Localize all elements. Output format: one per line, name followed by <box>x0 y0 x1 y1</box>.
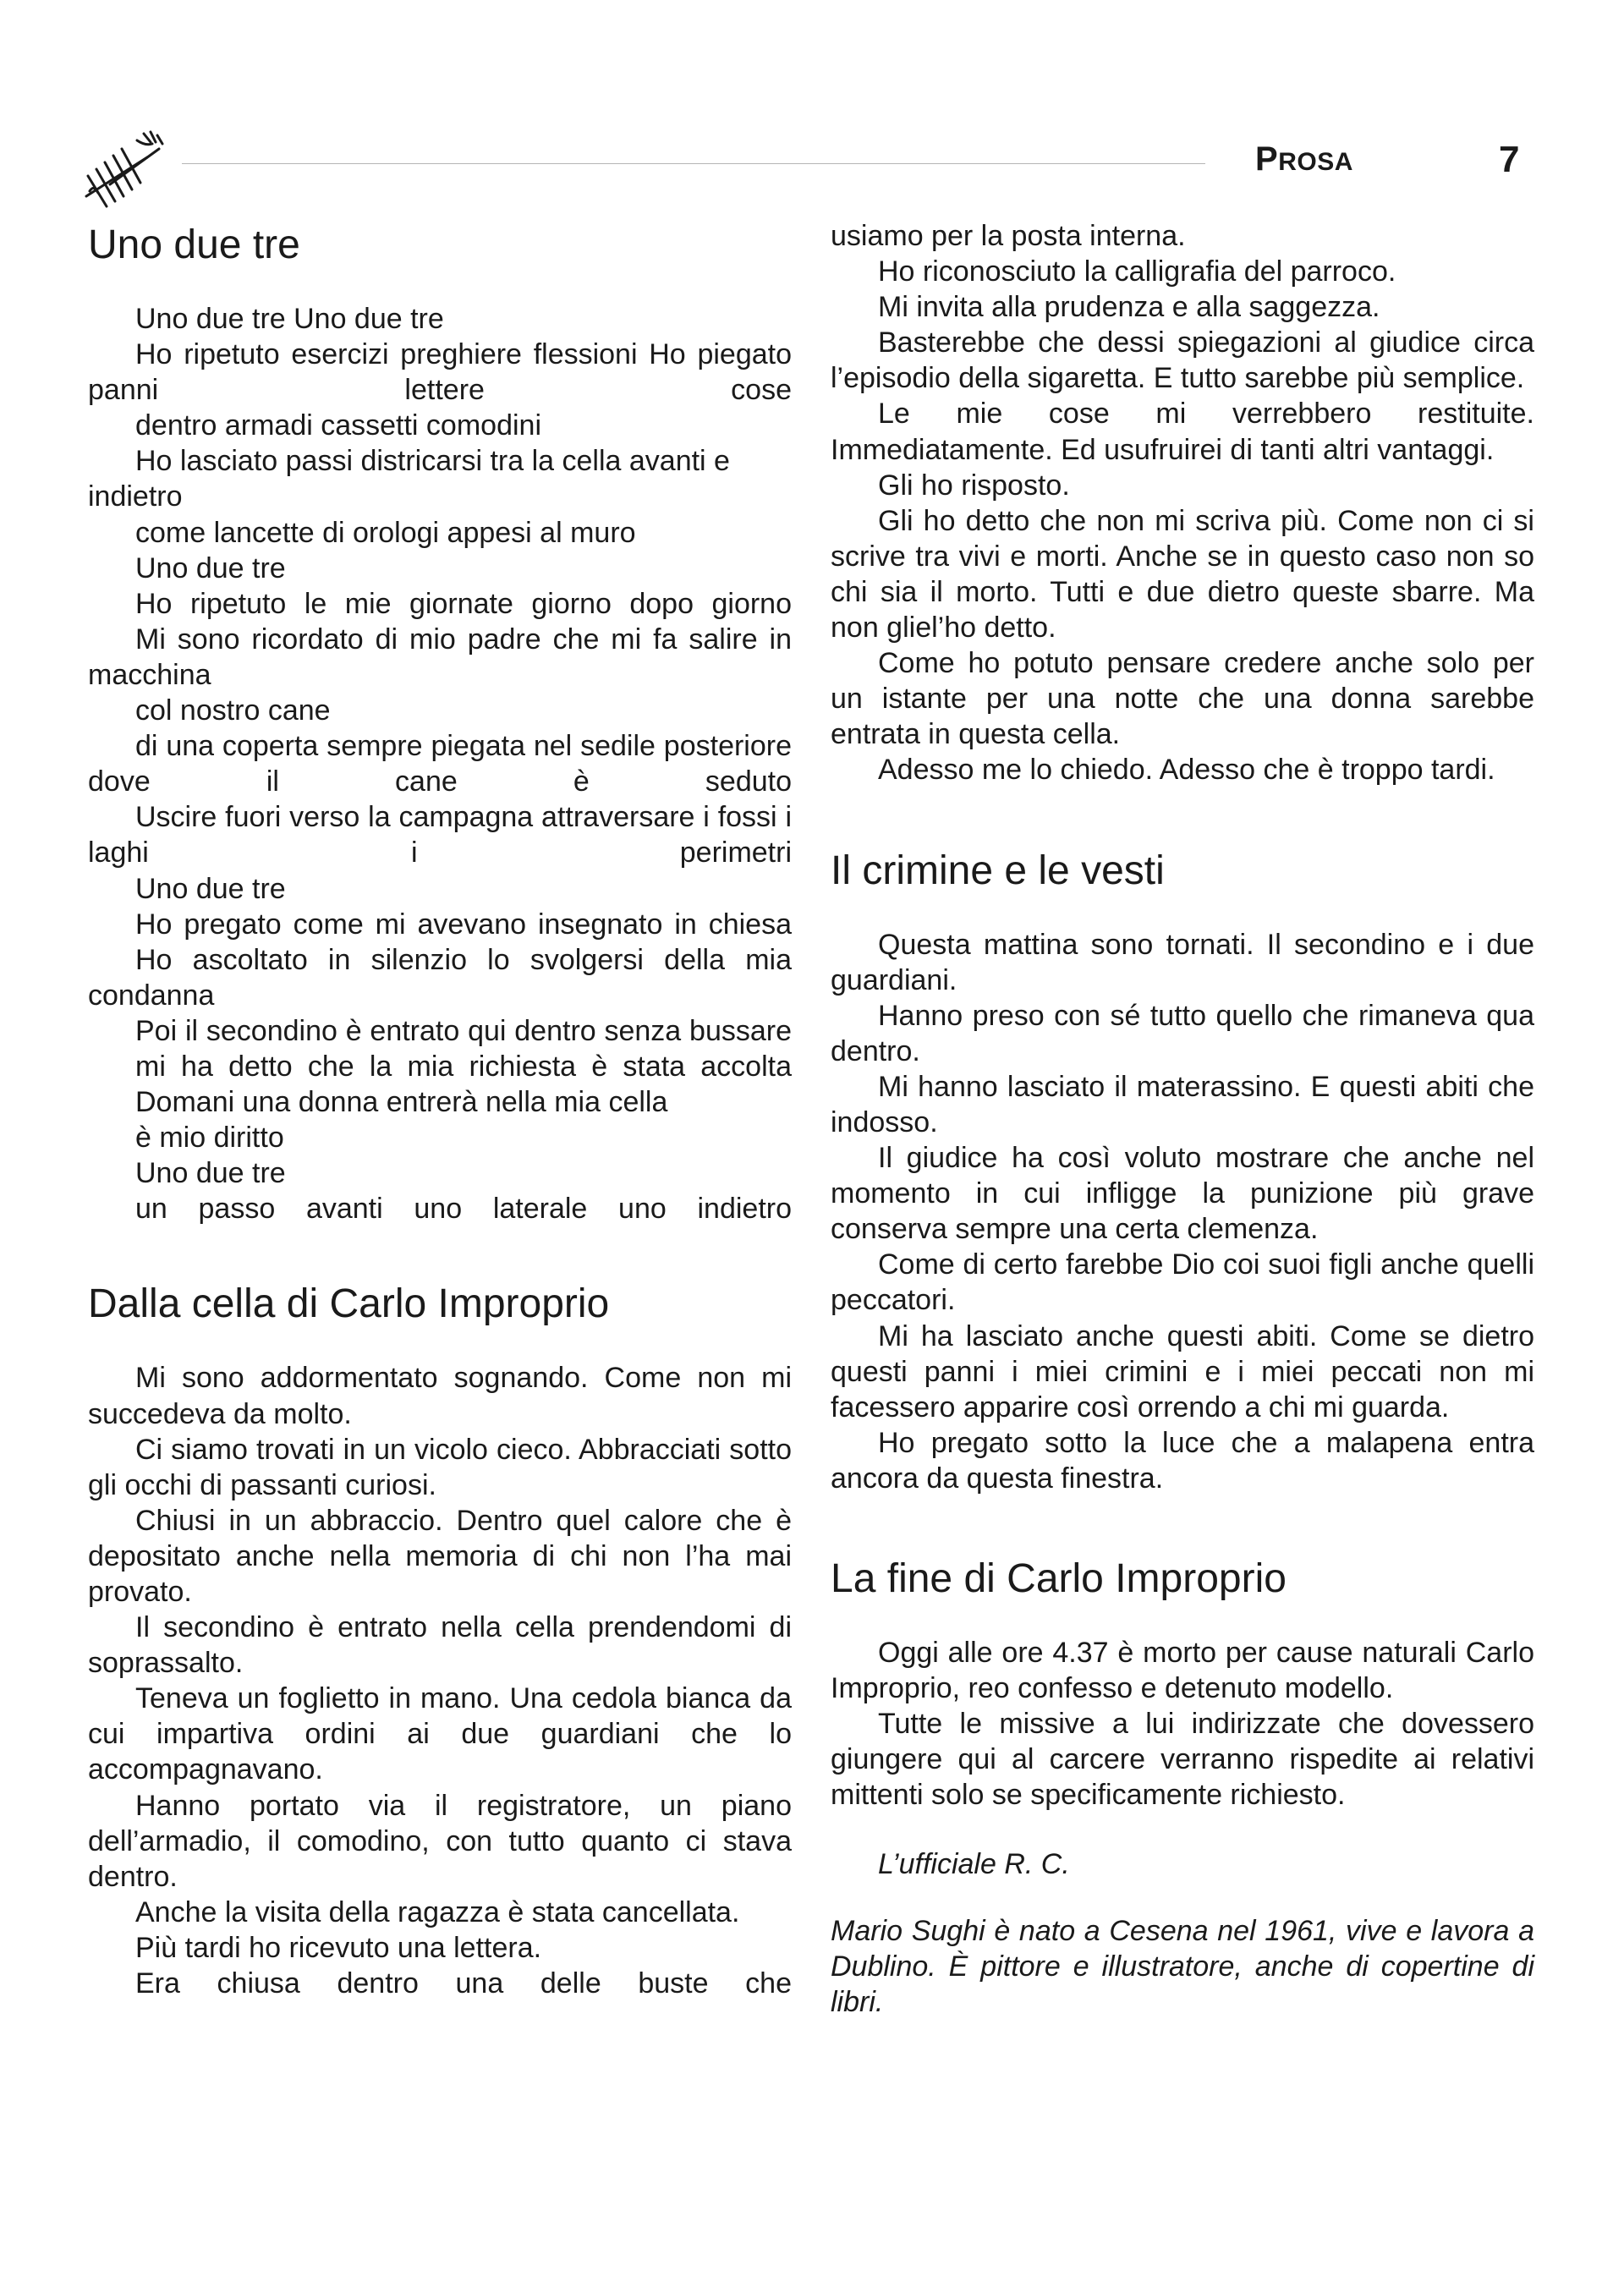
continuation-paragraph: Come ho potuto pensare credere anche solo per un istante per una notte che una donna sarebbe entrata in questa cella. <box>831 647 1534 751</box>
poem-line: Mi sono ricordato di mio padre che mi fa salire in macchina <box>88 623 792 691</box>
header-rule <box>182 163 1205 164</box>
crime-paragraph: Questa mattina sono tornati. Il secondino e i due guardiani. <box>831 928 1534 996</box>
story-paragraph: Anche la visita della ragazza è stata cancellata. <box>135 1895 740 1928</box>
poem-line: Uno due tre Uno due tre <box>135 303 444 335</box>
story-paragraph: Era chiusa dentro una delle buste che <box>135 1967 792 2000</box>
poem-line: un passo avanti uno laterale uno indietro <box>135 1193 792 1226</box>
section-title-rest: ROSA <box>1278 148 1353 176</box>
author-bio: Mario Sughi è nato a Cesena nel 1961, vive e lavora a Dublino. È pittore e illustratore, anche di copertine di libri. <box>831 1914 1534 2018</box>
story-paragraph: Hanno portato via il registratore, un piano dell’armadio, il comodino, con tutto quanto ci stava dentro. <box>88 1789 792 1893</box>
story-paragraph: Il secondino è entrato nella cella prendendomi di soprassalto. <box>88 1611 792 1680</box>
section-title <box>1255 140 1353 178</box>
crime-body <box>831 927 1534 1497</box>
continuation-paragraph: Mi invita alla prudenza e alla saggezza. <box>878 291 1380 324</box>
continuation-paragraph: Gli ho risposto. <box>878 469 1070 502</box>
poem-title: Uno due tre <box>88 222 300 267</box>
crime-paragraph: Mi hanno lasciato il materassino. E questi abiti che indosso. <box>831 1070 1534 1138</box>
story-paragraph: Più tardi ho ricevuto una lettera. <box>135 1931 542 1964</box>
continuation-paragraph: Gli ho detto che non mi scriva più. Come non ci si scrive tra vivi e morti. Anche se in questo caso non so chi sia il morto. Tutti e due dietro queste sbarre. Ma non gliel’ho detto. <box>831 504 1534 645</box>
end-paragraph: Tutte le missive a lui indirizzate che dovessero giungere qui al carcere verranno rispedite ai relativi mittenti solo se specificamente richiesto. <box>831 1708 1534 1812</box>
end-title: La fine di Carlo Improprio <box>831 1556 1287 1601</box>
poem-line: Ho ripetuto esercizi preghiere flessioni Ho piegato panni lettere cose <box>88 338 792 407</box>
poem-line: Poi il secondino è entrato qui dentro senza bussare <box>135 1014 792 1047</box>
continuation-paragraph: usiamo per la posta interna. <box>831 220 1186 252</box>
poem-line: dentro armadi cassetti comodini <box>135 409 542 442</box>
poem-line: di una coperta sempre piegata nel sedile posteriore dove il cane è seduto <box>88 730 792 798</box>
poem-line: mi ha detto che la mia richiesta è stata accolta <box>135 1050 792 1083</box>
crime-paragraph: Il giudice ha così voluto mostrare che anche nel momento in cui infligge la punizione più grave conserva sempre una certa clemenza. <box>831 1142 1534 1246</box>
poem-line: Ho ripetuto le mie giornate giorno dopo giorno <box>135 587 792 620</box>
poem-line: Uscire fuori verso la campagna attraversare i fossi i laghi i perimetri <box>88 801 792 869</box>
signature: L’ufficiale R. C. <box>878 1848 1070 1881</box>
crime-paragraph: Come di certo farebbe Dio coi suoi figli anche quelli peccatori. <box>831 1248 1534 1317</box>
end-paragraph: Oggi alle ore 4.37 è morto per cause naturali Carlo Improprio, reo confesso e detenuto modello. <box>831 1637 1534 1705</box>
right-column <box>831 218 1534 2020</box>
story-body <box>88 1360 792 2001</box>
crime-paragraph: Hanno preso con sé tutto quello che rimaneva qua dentro. <box>831 999 1534 1067</box>
section-title-initial: P <box>1255 140 1279 178</box>
poem-line: Uno due tre <box>135 1157 286 1190</box>
poem-line: Ho ascoltato in silenzio lo svolgersi della mia condanna <box>88 943 792 1012</box>
story-paragraph: Mi sono addormentato sognando. Come non mi succedeva da molto. <box>88 1362 792 1430</box>
story-paragraph: Teneva un foglietto in mano. Una cedola bianca da cui impartiva ordini ai due guardiani che lo accompagnavano. <box>88 1682 792 1786</box>
story-paragraph: Ci siamo trovati in un vicolo cieco. Abbracciati sotto gli occhi di passanti curiosi. <box>88 1433 792 1501</box>
continuation-paragraph: Adesso me lo chiedo. Adesso che è troppo tardi. <box>878 754 1495 787</box>
continuation-paragraph: Ho riconosciuto la calligrafia del parroco. <box>878 255 1396 288</box>
poem-body <box>88 301 792 1226</box>
continuation-paragraph: Le mie cose mi verrebbero restituite. Immediatamente. Ed usufruirei di tanti altri vantaggi. <box>831 398 1534 466</box>
poem-line: col nostro cane <box>135 694 331 727</box>
poem-line: Ho lasciato passi districarsi tra la cella avanti e indietro <box>88 445 730 513</box>
page-number: 7 <box>1499 139 1520 180</box>
story-continuation <box>831 218 1534 788</box>
crime-paragraph: Ho pregato sotto la luce che a malapena entra ancora da questa finestra. <box>831 1426 1534 1495</box>
crime-paragraph: Mi ha lasciato anche questi abiti. Come se dietro questi panni i miei crimini e i miei peccati non mi facessero apparire così orrendo a chi mi guarda. <box>831 1319 1534 1424</box>
poem-line: Uno due tre <box>135 551 286 584</box>
continuation-paragraph: Basterebbe che dessi spiegazioni al giudice circa l’episodio della sigaretta. E tutto sarebbe più semplice. <box>831 326 1534 395</box>
poem-line: come lancette di orologi appesi al muro <box>135 516 636 549</box>
poem-line: Ho pregato come mi avevano insegnato in chiesa <box>135 908 792 941</box>
poem-line: è mio diritto <box>135 1122 284 1155</box>
story-title: Dalla cella di Carlo Improprio <box>88 1281 610 1327</box>
crime-title: Il crimine e le vesti <box>831 848 1165 893</box>
left-column <box>88 222 792 2001</box>
story-paragraph: Chiusi in un abbraccio. Dentro quel calore che è depositato anche nella memoria di chi non l’ha mai provato. <box>88 1504 792 1608</box>
poem-line: Domani una donna entrerà nella mia cella <box>135 1086 668 1119</box>
end-body <box>831 1635 1534 2020</box>
poem-line: Uno due tre <box>135 872 286 905</box>
tally-marks-logo <box>85 125 178 210</box>
